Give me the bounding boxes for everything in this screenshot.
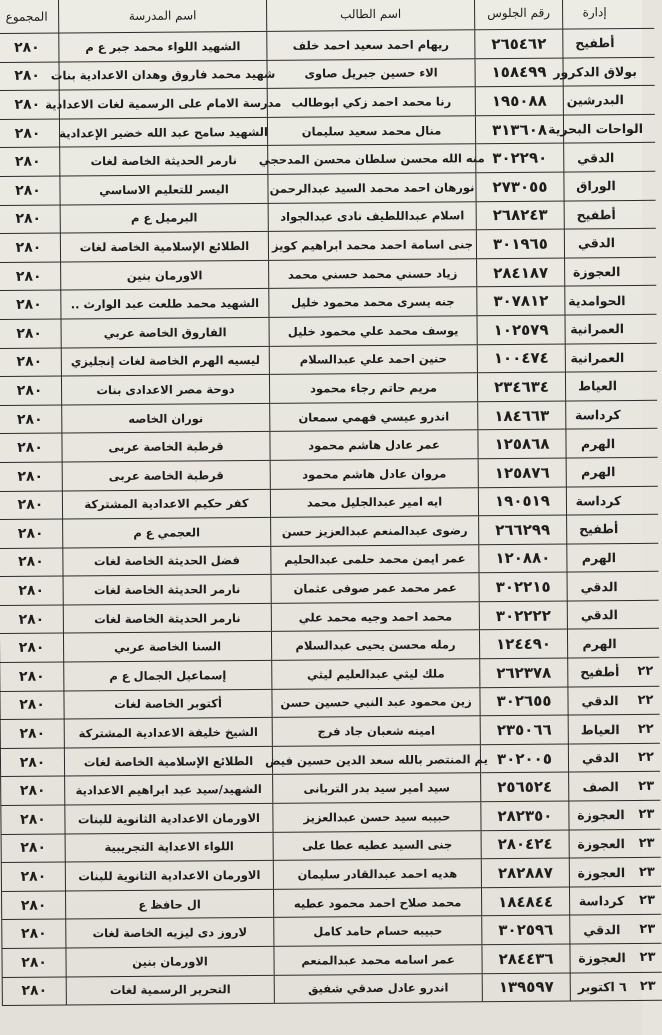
- row-number: ٢٣: [638, 807, 655, 823]
- school-name-cell: الشهيد سامح عبد الله خضير الإعدادية: [59, 118, 267, 147]
- row-number: ٢٢: [637, 721, 654, 737]
- school-name-cell: الاورمان الاعدادية الثانوية للبنات: [65, 861, 273, 890]
- row-number: [630, 486, 658, 514]
- school-name-cell: الاورمان بنين: [65, 947, 273, 976]
- administration-cell: البدرشين: [563, 86, 627, 114]
- total-cell: ٢٨٠: [0, 491, 62, 519]
- total-cell: ٢٨٠: [1, 834, 65, 862]
- administration-cell: العمرانية: [565, 344, 629, 372]
- administration-cell: العمرانية: [564, 315, 628, 343]
- row-number: [628, 315, 656, 343]
- total-cell: ٢٨٠: [0, 634, 63, 662]
- student-name-cell: جنى اسامة احمد محمد ابراهيم كويز: [268, 230, 476, 259]
- student-name-cell: يم المنتصر بالله سعد الدين حسين فيض: [272, 745, 480, 774]
- total-cell: ٢٨٠: [0, 405, 61, 433]
- row-number: ٢٣: [639, 892, 656, 909]
- school-name-cell: الاورمان بنين: [60, 261, 268, 290]
- administration-cell: الحوامدية: [564, 286, 628, 314]
- row-number: [630, 543, 658, 571]
- administration-cell: الواحات البحرية: [563, 115, 627, 143]
- row-number: [629, 343, 657, 371]
- total-cell: ٢٨٠: [0, 291, 61, 319]
- student-name-cell: ايه امير عبدالجليل محمد: [270, 488, 478, 517]
- header-school-name: اسم المدرسة: [58, 0, 266, 32]
- school-name-cell: الطلائع الإسلامية الخاصة لغات: [64, 747, 272, 776]
- seat-number-cell: ٢٦٦٢٩٩: [478, 516, 566, 544]
- row-number: [631, 601, 659, 629]
- header-total: المجموع: [0, 0, 58, 33]
- seat-number-cell: ٣١٣٦٠٨: [475, 115, 563, 143]
- total-cell: ٢٨٠: [0, 806, 64, 834]
- seat-number-cell: ٣٠٢٥٩٦: [481, 916, 569, 944]
- school-name-cell: فضل الحديثة الخاصة لغات: [62, 547, 270, 576]
- administration-cell: الدقي: [567, 572, 631, 600]
- seat-number-cell: ٣٠٢٦٥٥: [479, 687, 567, 715]
- student-name-cell: اسلام عبداللطيف نادى عبدالجواد: [268, 202, 476, 231]
- school-name-cell: البرميل ع م: [60, 203, 268, 232]
- student-name-cell: عمر محمد عمر صوفى عثمان: [271, 573, 479, 602]
- administration-cell: الهرم: [567, 629, 631, 657]
- school-name-cell: نوران الخاصه: [61, 404, 269, 433]
- student-name-cell: حبيبه سيد حسن عبدالعزيز: [272, 802, 480, 831]
- administration-cell: الدقي: [569, 915, 633, 943]
- student-name-cell: امينه شعبان جاد فرج: [272, 716, 480, 745]
- student-name-cell: سيد امير سيد بدر التربانى: [272, 774, 480, 803]
- total-cell: ٢٨٠: [0, 119, 59, 147]
- administration-cell: الدقي: [564, 229, 628, 257]
- school-name-cell: شهيد محمد فاروق وهدان الاعدادية بنات: [58, 60, 266, 89]
- seat-number-cell: ١٩٥٠٨٨: [475, 87, 563, 115]
- total-cell: ٢٨٠: [0, 377, 61, 405]
- row-number: [631, 572, 659, 600]
- row-number: [631, 629, 659, 657]
- school-name-cell: اليسر للتعليم الاساسي: [59, 175, 267, 204]
- school-name-cell: ليسيه الهرم الخاصة لغات إنجليزي: [61, 346, 269, 375]
- seat-number-cell: ٢٣٥٠٦٦: [480, 716, 568, 744]
- school-name-cell: ال حافظ ع: [65, 890, 273, 919]
- seat-number-cell: ١٢٤٤٩٠: [479, 630, 567, 658]
- administration-cell: أطفيح: [564, 201, 628, 229]
- total-cell: ٢٨٠: [0, 348, 61, 376]
- school-name-cell: لاروز دى ليزيه الخاصة لغات: [65, 918, 273, 947]
- student-name-cell: رمله محسن يحيى عبدالسلام: [271, 631, 479, 660]
- administration-cell: أطفيح: [566, 515, 630, 543]
- student-name-cell: يوسف محمد علي محمود خليل: [269, 316, 477, 345]
- administration-cell: الدقي: [563, 143, 627, 171]
- school-name-cell: قرطبة الخاصة عربى: [61, 432, 269, 461]
- row-number: ٢٢: [637, 692, 654, 708]
- seat-number-cell: ٢٨٠٤٢٤: [481, 830, 569, 858]
- administration-cell: العياط: [565, 372, 629, 400]
- row-number: [630, 515, 658, 543]
- total-cell: ٢٨٠: [1, 920, 65, 948]
- total-cell: ٢٨٠: [2, 977, 66, 1005]
- student-name-cell: ريهام احمد سعيد احمد خلف: [266, 30, 474, 59]
- seat-number-cell: ٢٧٣٠٥٥: [475, 173, 563, 201]
- student-name-cell: منه الله محسن سلطان محسن المدحجي: [267, 145, 475, 174]
- seat-number-cell: ٢٦٥٤٦٢: [474, 30, 562, 58]
- seat-number-cell: ١٢٥٨٧٦: [478, 458, 566, 486]
- school-name-cell: نارمر الحديثة الخاصة لغات: [63, 604, 271, 633]
- seat-number-cell: ١٨٤٦٦٣: [477, 401, 565, 429]
- header-student-name: اسم الطالب: [266, 0, 474, 31]
- student-name-cell: عمر ايمن محمد حلمى عبدالحليم: [270, 545, 478, 574]
- student-name-cell: رنا محمد احمد زكي ابوطالب: [267, 87, 475, 116]
- student-name-cell: منال محمد سعيد سليمان: [267, 116, 475, 145]
- school-name-cell: السنا الخاصة عربي: [63, 632, 271, 661]
- total-cell: ٢٨٠: [0, 605, 63, 633]
- total-cell: ٢٨٠: [0, 91, 59, 119]
- student-name-cell: هديه احمد عبدالقادر سليمان: [273, 859, 481, 888]
- seat-number-cell: ٢٨٤١٨٧: [476, 258, 564, 286]
- school-name-cell: قرطبة الخاصة عربى: [62, 461, 270, 490]
- student-name-cell: رضوى عبدالمنعم عبدالعزيز حسن: [270, 516, 478, 545]
- row-number: [627, 86, 655, 114]
- total-cell: ٢٨٠: [0, 663, 63, 691]
- student-name-cell: عمر اسامه محمد عبدالمنعم: [273, 945, 481, 974]
- student-name-cell: اندرو عادل صدقي شفيق: [274, 974, 482, 1003]
- student-name-cell: جنى السيد عطيه عطا على: [273, 831, 481, 860]
- seat-number-cell: ١٠٠٤٧٤: [477, 344, 565, 372]
- school-name-cell: الشهيد اللواء محمد جبر ع م: [58, 32, 266, 61]
- school-name-cell: اللواء الاعداية التجريبية: [65, 832, 273, 861]
- student-name-cell: زياد حسني محمد حسني محمد: [268, 259, 476, 288]
- seat-number-cell: ١٣٩٥٩٧: [482, 973, 570, 1001]
- seat-number-cell: ١٠٢٥٧٩: [476, 315, 564, 343]
- administration-cell: الصف: [568, 772, 632, 800]
- seat-number-cell: ١٢٠٨٨٠: [478, 544, 566, 572]
- header-number: [626, 0, 654, 28]
- school-name-cell: نارمر الحديثة الخاصة لغات: [59, 146, 267, 175]
- row-number: [626, 29, 654, 57]
- table-row: [2, 972, 662, 1006]
- student-name-cell: مروان عادل هاشم محمود: [270, 459, 478, 488]
- row-number: [628, 286, 656, 314]
- student-name-cell: محمد احمد وجيه محمد علي: [271, 602, 479, 631]
- row-number: [628, 200, 656, 228]
- total-cell: ٢٨٠: [0, 148, 59, 176]
- row-number: ٢٣: [639, 921, 656, 937]
- total-cell: ٢٨٠: [0, 577, 63, 605]
- total-cell: ٢٨٠: [0, 434, 62, 462]
- total-cell: ٢٨٠: [0, 176, 60, 204]
- school-name-cell: إسماعيل الجمال ع م: [63, 661, 271, 690]
- school-name-cell: التحرير الرسمية لغات: [66, 975, 274, 1004]
- header-seat-number: رقم الجلوس: [474, 0, 562, 29]
- seat-number-cell: ١٥٨٤٩٩: [474, 58, 562, 86]
- administration-cell: الدقي: [567, 601, 631, 629]
- total-cell: ٢٨٠: [0, 234, 60, 262]
- student-name-cell: ملك ليثي عبدالعليم ليثي: [271, 659, 479, 688]
- administration-cell: كرداسة: [566, 487, 630, 515]
- seat-number-cell: ٢٨٤٤٣٦: [481, 945, 569, 973]
- school-name-cell: أكتوبر الخاصة لغات: [63, 689, 271, 718]
- administration-cell: العجوزة: [564, 258, 628, 286]
- row-number: ٢٣: [638, 835, 655, 851]
- total-cell: ٢٨٠: [1, 863, 65, 891]
- seat-number-cell: ٢٣٤٦٣٤: [477, 373, 565, 401]
- administration-cell: الدقي: [568, 744, 632, 772]
- student-name-cell: جنه يسرى محمد محمود خليل: [268, 288, 476, 317]
- total-cell: ٢٨٠: [0, 720, 64, 748]
- header-administration: إدارة: [562, 0, 626, 29]
- row-number: ٢٣: [639, 978, 656, 994]
- administration-cell: بولاق الدكرور: [562, 58, 626, 86]
- school-name-cell: العجمي ع م: [62, 518, 270, 547]
- administration-cell: الوراق: [563, 172, 627, 200]
- row-number: [627, 143, 655, 171]
- total-cell: ٢٨٠: [0, 62, 59, 90]
- seat-number-cell: ٣٠٢٠٠٥: [480, 744, 568, 772]
- administration-cell: أطفيح: [567, 658, 631, 686]
- administration-cell: كرداسة: [565, 401, 629, 429]
- seat-number-cell: ٢٦٢٣٧٨: [479, 659, 567, 687]
- total-cell: ٢٨٠: [1, 948, 65, 976]
- administration-cell: العجوزة: [569, 944, 633, 972]
- school-name-cell: الفاروق الخاصة عربي: [61, 318, 269, 347]
- administration-cell: العجوزة: [569, 858, 633, 886]
- seat-number-cell: ٣٠١٩٦٥: [476, 230, 564, 258]
- row-number: [630, 458, 658, 486]
- student-name-cell: حنين احمد علي عبدالسلام: [269, 345, 477, 374]
- seat-number-cell: ١٩٠٥١٩: [478, 487, 566, 515]
- total-cell: ٢٨٠: [0, 462, 62, 490]
- seat-number-cell: ٣٠٧٨١٢: [476, 287, 564, 315]
- administration-cell: العياط: [568, 715, 632, 743]
- school-name-cell: الاورمان الاعدادية الثانوية للبنات: [64, 804, 272, 833]
- school-name-cell: الشيخ خليفة الاعدادية المشتركة: [64, 718, 272, 747]
- row-number: [629, 401, 657, 429]
- school-name-cell: الشهيد محمد طلعت عبد الوارث ..: [60, 289, 268, 318]
- student-name-cell: محمد صلاح احمد محمود عطيه: [273, 888, 481, 917]
- total-cell: ٢٨٠: [0, 691, 64, 719]
- school-name-cell: نارمر الحديثة الخاصة لغات: [63, 575, 271, 604]
- row-number: ٢٣: [638, 778, 655, 794]
- total-cell: ٢٨٠: [0, 548, 63, 576]
- total-cell: ٢٨٠: [0, 520, 62, 548]
- total-cell: ٢٨٠: [0, 319, 61, 347]
- student-name-cell: الاء حسين جبريل صاوى: [266, 59, 474, 88]
- administration-cell: الهرم: [566, 458, 630, 486]
- student-name-cell: حبيبه حسام حامد كامل: [273, 917, 481, 946]
- seat-number-cell: ٢٨٢٨٨٧: [481, 859, 569, 887]
- row-number: ٢٣: [638, 864, 655, 880]
- total-cell: ٢٨٠: [1, 891, 65, 919]
- row-number: ٢٣: [639, 950, 656, 966]
- administration-cell: الهرم: [565, 429, 629, 457]
- row-number: [628, 258, 656, 286]
- total-cell: ٢٨٠: [0, 33, 58, 61]
- school-name-cell: الطلائع الإسلامية الخاصة لغات: [60, 232, 268, 261]
- seat-number-cell: ٣٠٢٢٩٠: [475, 144, 563, 172]
- administration-cell: أطفيح: [562, 29, 626, 57]
- total-cell: ٢٨٠: [0, 262, 60, 290]
- administration-cell: العجوزة: [568, 801, 632, 829]
- row-number: ٢٢: [637, 749, 654, 766]
- school-name-cell: دوحة مصر الاعدادى بنات: [61, 375, 269, 404]
- student-name-cell: اندرو عيسي فهمي سمعان: [269, 402, 477, 431]
- administration-cell: ٦ اكتوبر: [570, 973, 634, 1001]
- row-number: [626, 57, 654, 85]
- total-cell: ٢٨٠: [0, 748, 64, 776]
- school-name-cell: الشهيد/سيد عبد ابراهيم الاعدادية: [64, 775, 272, 804]
- seat-number-cell: ٢٨٢٣٥٠: [480, 802, 568, 830]
- row-number: [627, 172, 655, 200]
- total-cell: ٢٨٠: [0, 205, 60, 233]
- row-number: ٢٢: [637, 664, 654, 680]
- school-name-cell: كفر حكيم الاعدادية المشتركة: [62, 489, 270, 518]
- row-number: [629, 429, 657, 457]
- seat-number-cell: ٣٠٢٢٢٢: [479, 601, 567, 629]
- total-cell: ٢٨٠: [0, 777, 64, 805]
- row-number: [627, 115, 655, 143]
- administration-cell: العجوزة: [569, 830, 633, 858]
- seat-number-cell: ١٢٥٨٦٨: [477, 430, 565, 458]
- school-name-cell: مدرسة الامام على الرسمية لغات الاعدادية: [59, 89, 267, 118]
- row-number: [628, 229, 656, 257]
- administration-cell: كرداسة: [569, 887, 633, 915]
- seat-number-cell: ٢٥٦٥٢٤: [480, 773, 568, 801]
- row-number: [629, 372, 657, 400]
- administration-cell: الهرم: [566, 544, 630, 572]
- seat-number-cell: ٣٠٢٢١٥: [479, 573, 567, 601]
- administration-cell: الدقي: [567, 687, 631, 715]
- student-name-cell: عمر عادل هاشم محمود: [269, 431, 477, 460]
- student-name-cell: زين محمود عبد النبي حسين حسن: [271, 688, 479, 717]
- seat-number-cell: ١٨٤٨٤٤: [481, 887, 569, 915]
- student-name-cell: نورهان احمد محمد السيد عبدالرحمن: [267, 173, 475, 202]
- seat-number-cell: ٢٦٨٢٤٣: [476, 201, 564, 229]
- student-name-cell: مريم حاتم رجاء محمود: [269, 373, 477, 402]
